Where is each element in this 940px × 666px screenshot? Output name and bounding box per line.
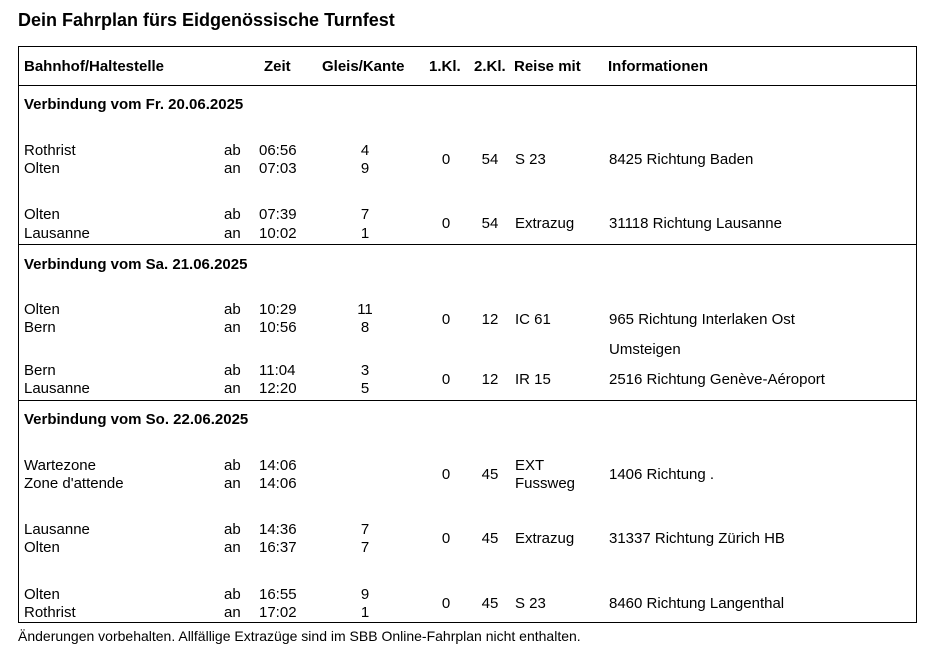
section-divider — [19, 244, 916, 245]
arrival-platform: 5 — [360, 380, 370, 397]
departure-station: Lausanne — [24, 521, 90, 538]
arrival-time: 10:02 — [259, 225, 297, 242]
first-class-occupancy: 0 — [441, 311, 451, 328]
arrival-time: 10:56 — [259, 319, 297, 336]
page-title: Dein Fahrplan fürs Eidgenössische Turnfest — [18, 10, 395, 30]
departure-time: 11:04 — [259, 362, 296, 379]
transfer-note: Umsteigen — [609, 341, 681, 358]
arrival-label: an — [224, 475, 241, 492]
header-platform: Gleis/Kante — [322, 58, 405, 75]
second-class-occupancy: 45 — [481, 466, 499, 483]
header-travel-with: Reise mit — [514, 58, 581, 75]
info: 31118 Richtung Lausanne — [609, 215, 782, 232]
arrival-label: an — [224, 160, 241, 177]
departure-label: ab — [224, 301, 241, 318]
header-info: Informationen — [608, 58, 708, 75]
transport: Extrazug — [515, 215, 575, 232]
departure-platform: 3 — [360, 362, 370, 379]
departure-platform: 4 — [360, 142, 370, 159]
header-first-class: 1.Kl. — [429, 58, 461, 75]
arrival-station: Olten — [24, 160, 60, 177]
arrival-time: 07:03 — [259, 160, 297, 177]
footer-note: Änderungen vorbehalten. Allfällige Extrazüge sind im SBB Online-Fahrplan nicht enthalten. — [18, 628, 581, 644]
departure-station: Bern — [24, 362, 56, 379]
second-class-occupancy: 54 — [481, 215, 499, 232]
departure-label: ab — [224, 142, 241, 159]
section-title: Verbindung vom So. 22.06.2025 — [24, 411, 249, 428]
departure-time: 10:29 — [259, 301, 297, 318]
info: 8425 Richtung Baden — [609, 151, 754, 168]
transport: S 23 — [515, 595, 546, 612]
departure-station: Olten — [24, 586, 60, 603]
departure-platform: 9 — [360, 586, 370, 603]
arrival-label: an — [224, 539, 241, 556]
arrival-time: 12:20 — [259, 380, 297, 397]
departure-label: ab — [224, 521, 241, 538]
arrival-label: an — [224, 604, 241, 621]
departure-label: ab — [224, 206, 241, 223]
arrival-station: Zone d'attende — [24, 475, 124, 492]
transport: S 23 — [515, 151, 546, 168]
header-divider — [19, 85, 916, 86]
timetable — [18, 46, 917, 623]
transport: Extrazug — [515, 530, 575, 547]
departure-station: Wartezone — [24, 457, 96, 474]
transport-secondary: Fussweg — [515, 475, 576, 492]
header-second-class: 2.Kl. — [474, 58, 506, 75]
arrival-station: Bern — [24, 319, 56, 336]
arrival-time: 17:02 — [259, 604, 297, 621]
second-class-occupancy: 54 — [481, 151, 499, 168]
arrival-platform: 9 — [360, 160, 370, 177]
departure-label: ab — [224, 362, 241, 379]
first-class-occupancy: 0 — [441, 215, 451, 232]
arrival-label: an — [224, 380, 241, 397]
arrival-station: Olten — [24, 539, 60, 556]
second-class-occupancy: 45 — [481, 530, 499, 547]
first-class-occupancy: 0 — [441, 151, 451, 168]
info: 1406 Richtung . — [609, 466, 715, 483]
arrival-label: an — [224, 225, 241, 242]
departure-platform: 7 — [360, 521, 370, 538]
section-title: Verbindung vom Sa. 21.06.2025 — [24, 256, 248, 273]
header-station: Bahnhof/Haltestelle — [24, 58, 165, 75]
section-divider — [19, 400, 916, 401]
second-class-occupancy: 12 — [481, 371, 499, 388]
info: 31337 Richtung Zürich HB — [609, 530, 785, 547]
first-class-occupancy: 0 — [441, 371, 451, 388]
second-class-occupancy: 45 — [481, 595, 499, 612]
departure-station: Olten — [24, 301, 60, 318]
arrival-platform: 8 — [360, 319, 370, 336]
arrival-platform: 7 — [360, 539, 370, 556]
departure-time: 06:56 — [259, 142, 297, 159]
transport: IR 15 — [515, 371, 551, 388]
arrival-station: Lausanne — [24, 380, 90, 397]
departure-label: ab — [224, 457, 241, 474]
arrival-station: Lausanne — [24, 225, 90, 242]
arrival-label: an — [224, 319, 241, 336]
departure-platform: 11 — [357, 301, 373, 318]
section-title: Verbindung vom Fr. 20.06.2025 — [24, 96, 244, 113]
departure-time: 14:06 — [259, 457, 297, 474]
departure-time: 16:55 — [259, 586, 297, 603]
info: 2516 Richtung Genève-Aéroport — [609, 371, 825, 388]
arrival-time: 16:37 — [259, 539, 297, 556]
transport: EXT — [515, 457, 545, 474]
first-class-occupancy: 0 — [441, 530, 451, 547]
arrival-platform: 1 — [360, 225, 370, 242]
departure-time: 14:36 — [259, 521, 297, 538]
first-class-occupancy: 0 — [441, 595, 451, 612]
departure-platform: 7 — [360, 206, 370, 223]
info: 8460 Richtung Langenthal — [609, 595, 785, 612]
info: 965 Richtung Interlaken Ost — [609, 311, 795, 328]
header-time: Zeit — [264, 58, 291, 75]
first-class-occupancy: 0 — [441, 466, 451, 483]
second-class-occupancy: 12 — [481, 311, 499, 328]
departure-time: 07:39 — [259, 206, 297, 223]
arrival-station: Rothrist — [24, 604, 76, 621]
departure-station: Rothrist — [24, 142, 76, 159]
transport: IC 61 — [515, 311, 551, 328]
arrival-time: 14:06 — [259, 475, 297, 492]
departure-station: Olten — [24, 206, 60, 223]
departure-label: ab — [224, 586, 241, 603]
arrival-platform: 1 — [360, 604, 370, 621]
